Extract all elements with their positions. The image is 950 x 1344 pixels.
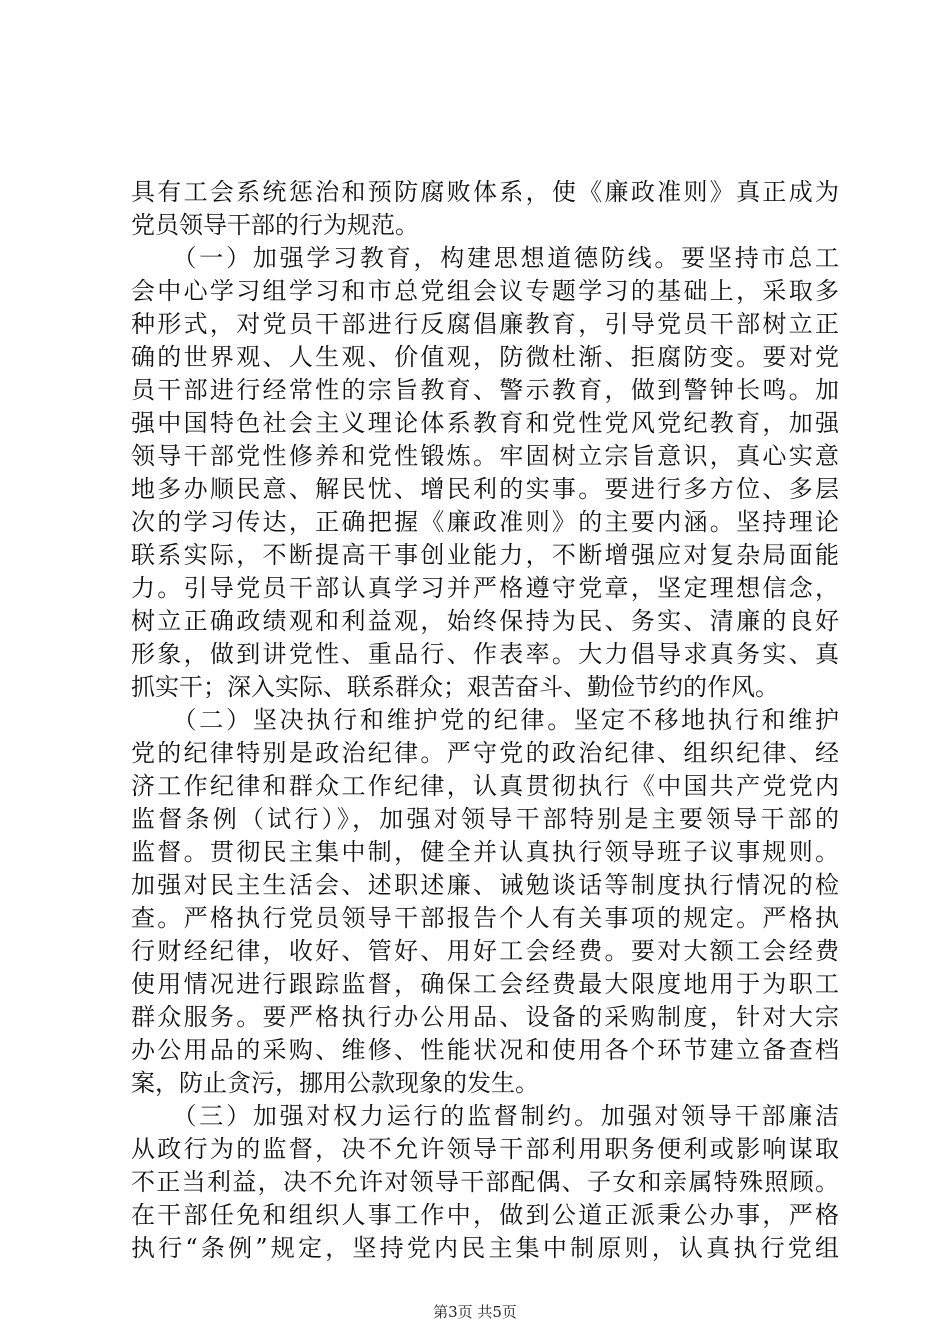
- text-line: 不正当利益，决不允许对领导干部配偶、子女和亲属特殊照顾。: [131, 1168, 839, 1196]
- text-line: 监督条例（试行）》，加强对领导干部特别是主要领导干部的: [131, 805, 839, 833]
- text-line: （一）加强学习教育，构建思想道德防线。要坚持市总工: [131, 244, 839, 272]
- text-line: 具有工会系统惩治和预防腐败体系，使《廉政准则》真正成为: [131, 178, 839, 206]
- page-footer: 第3页 共5页: [433, 1303, 517, 1321]
- text-line: 联系实际，不断提高干事创业能力，不断增强应对复杂局面能: [131, 541, 839, 569]
- text-line: 树立正确政绩观和利益观，始终保持为民、务实、清廉的良好: [131, 607, 839, 635]
- text-line: 案，防止贪污，挪用公款现象的发生。: [131, 1069, 539, 1097]
- text-line: 监督。贯彻民主集中制，健全并认真执行领导班子议事规则。: [131, 838, 839, 866]
- text-line: 强中国特色社会主义理论体系教育和党性党风党纪教育，加强: [131, 409, 839, 437]
- text-line: 行财经纪律，收好、管好、用好工会经费。要对大额工会经费: [131, 937, 839, 965]
- text-line: 力。引导党员干部认真学习并严格遵守党章，坚定理想信念，: [131, 574, 839, 602]
- text-line: 办公用品的采购、维修、性能状况和使用各个环节建立备查档: [131, 1036, 839, 1064]
- document-body: [131, 176, 839, 1265]
- text-line: 次的学习传达，正确把握《廉政准则》的主要内涵。坚持理论: [131, 508, 839, 536]
- text-line: 使用情况进行跟踪监督，确保工会经费最大限度地用于为职工: [131, 970, 839, 998]
- text-line: （三）加强对权力运行的监督制约。加强对领导干部廉洁: [131, 1102, 839, 1130]
- text-line: 在干部任免和组织人事工作中，做到公道正派秉公办事，严格: [131, 1201, 839, 1229]
- text-line: 执行“条例”规定，坚持党内民主集中制原则，认真执行党组: [131, 1234, 839, 1262]
- text-line: 会中心学习组学习和市总党组会议专题学习的基础上，采取多: [131, 277, 839, 305]
- text-line: 从政行为的监督，决不允许领导干部利用职务便利或影响谋取: [131, 1135, 839, 1163]
- text-line: 抓实干；深入实际、联系群众；艰苦奋斗、勤俭节约的作风。: [131, 673, 779, 701]
- text-line: 查。严格执行党员领导干部报告个人有关事项的规定。严格执: [131, 904, 839, 932]
- text-line: 济工作纪律和群众工作纪律，认真贯彻执行《中国共产党党内: [131, 772, 839, 800]
- text-line: 形象，做到讲党性、重品行、作表率。大力倡导求真务实、真: [131, 640, 839, 668]
- text-line: 确的世界观、人生观、价值观，防微杜渐、拒腐防变。要对党: [131, 343, 839, 371]
- text-line: 党员领导干部的行为规范。: [131, 211, 419, 239]
- text-line: 党的纪律特别是政治纪律。严守党的政治纪律、组织纪律、经: [131, 739, 839, 767]
- text-line: 员干部进行经常性的宗旨教育、警示教育，做到警钟长鸣。加: [131, 376, 839, 404]
- text-line: 群众服务。要严格执行办公用品、设备的采购制度，针对大宗: [131, 1003, 839, 1031]
- text-line: 种形式，对党员干部进行反腐倡廉教育，引导党员干部树立正: [131, 310, 839, 338]
- text-line: 地多办顺民意、解民忧、增民利的实事。要进行多方位、多层: [131, 475, 839, 503]
- text-line: 加强对民主生活会、述职述廉、诫勉谈话等制度执行情况的检: [131, 871, 839, 899]
- text-line: 领导干部党性修养和党性锻炼。牢固树立宗旨意识，真心实意: [131, 442, 839, 470]
- text-line: （二）坚决执行和维护党的纪律。坚定不移地执行和维护: [131, 706, 839, 734]
